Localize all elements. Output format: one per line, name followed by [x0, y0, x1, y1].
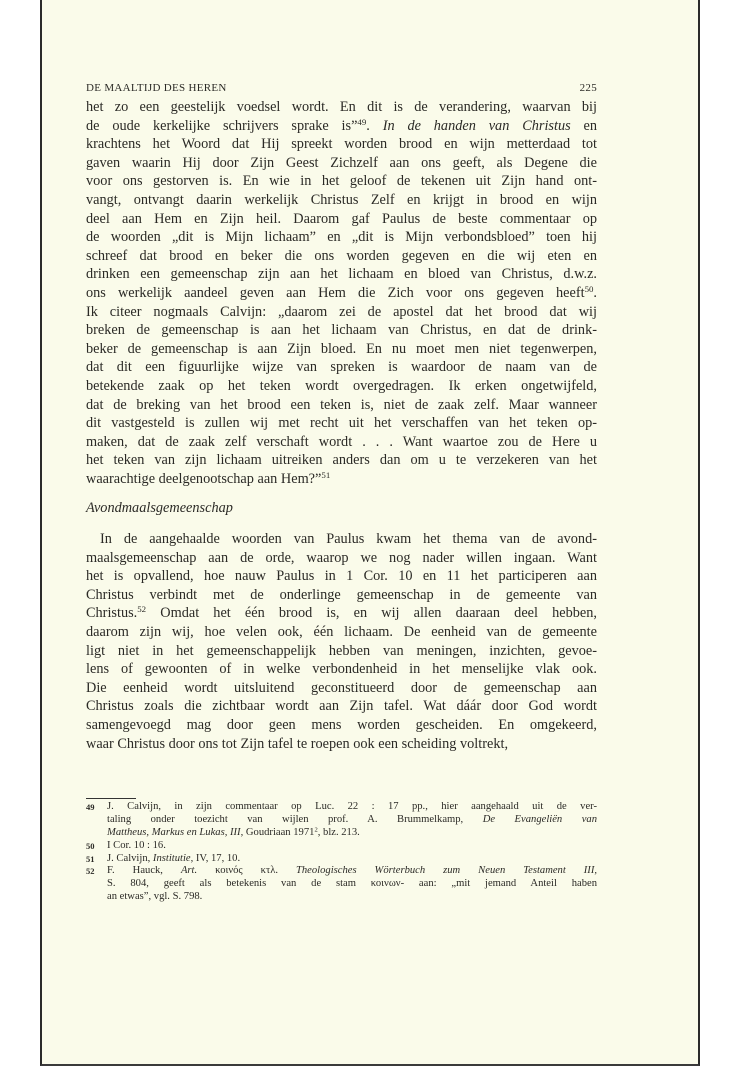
text-run: an etwas”, vgl. S. 798. [107, 891, 203, 903]
text-line [86, 586, 597, 605]
text-run: deel aan Hem en Zijn heil. Daarom gaf Paulus de beste commentaar op [86, 210, 597, 227]
italic-text: Art. [180, 865, 198, 877]
text-line [86, 228, 597, 247]
text-run: ons werkelijk aandeel geven aan Hem die Zich voor ons gegeven heeft [86, 284, 585, 301]
footnote-number: 50 [86, 840, 95, 851]
footnote [86, 865, 597, 904]
text-line [86, 265, 597, 284]
section-heading: Avondmaalsgemeenschap [86, 500, 233, 516]
text-line [86, 396, 597, 415]
text-line [107, 865, 597, 878]
footnote-reference: 51 [321, 470, 331, 480]
text-run: dit vastgesteld is zullen wij met recht uit het verschaffen van het teken op- [86, 415, 597, 432]
text-line [86, 735, 597, 754]
footnote-text [107, 801, 597, 840]
paragraph-2 [86, 530, 597, 753]
text-run: het teken van zijn lichaam uitreiken anders dan om u te verzekeren van het [86, 452, 597, 469]
text-line [86, 660, 597, 679]
text-run: het is opvallend, hoe nauw Paulus in 1 Cor. 10 en 11 het participeren aan [86, 568, 597, 585]
text-run: Die eenheid wordt uitsluitend geconstitueerd door de gemeenschap aan [86, 679, 597, 696]
text-run: Goudriaan 1971 [243, 826, 315, 838]
text-run: de woorden „dit is Mijn lichaam” en „dit is Mijn verbondsbloed” toen hij [86, 229, 597, 246]
text-run: Ik citeer nogmaals Calvijn: „daarom zei de apostel dat het brood dat wij [86, 303, 597, 320]
text-run: en [570, 117, 598, 134]
italic-text: Institutie, [152, 852, 194, 864]
text-line [107, 801, 597, 814]
text-run: beker de gemeenschap is aan Zijn bloed. En nu moet men niet tegenwerpen, [86, 340, 597, 357]
italic-text: Theologisches Wörterbuch zum Neuen Testament III, [295, 865, 597, 877]
text-run: gaven waarin Hij door Zijn Geest Zichzelf aan ons geeft, als Degene die [86, 154, 597, 171]
text-run: I Cor. 10 : 16. [107, 839, 166, 851]
text-run: Omdat het één brood is, en wij allen daaraan deel hebben, [146, 605, 597, 622]
text-line [86, 210, 597, 229]
text-line [86, 321, 597, 340]
text-line [86, 377, 597, 396]
text-line [86, 154, 597, 173]
footnote-reference: 52 [137, 604, 147, 615]
text-run: vangt, ontvangt daarin werkelijk Christus Zelf en krijgt in brood en wijn [86, 191, 597, 208]
text-line [86, 433, 597, 452]
text-run: , blz. 213. [317, 826, 360, 838]
text-line [86, 679, 597, 698]
footnote-number: 51 [86, 853, 95, 864]
text-run: taling onder toezicht van wijlen prof. A. Brummelkamp, [107, 813, 483, 825]
footnote-text [107, 840, 597, 853]
text-run: F. Hauck, [107, 865, 181, 877]
text-run: κοινός κτλ. [197, 865, 296, 877]
footnote [86, 801, 597, 840]
text-line [86, 451, 597, 470]
footnote-text [107, 853, 597, 866]
footnotes [86, 801, 597, 904]
text-run: . [366, 117, 383, 134]
text-run: het zo een geestelijk voedsel wordt. En dit is de verandering, waarvan bij [86, 99, 597, 115]
text-run: waar Christus door ons tot Zijn tafel te roepen ook een scheiding voltrekt, [86, 735, 509, 752]
running-title: DE MAALTIJD DES HEREN [86, 82, 227, 94]
text-line [86, 191, 597, 210]
text-line [86, 530, 597, 549]
text-line [86, 642, 597, 661]
text-run: Christus verbindt met de onderlinge gemeenschap in de gemeente van [86, 586, 597, 603]
text-run: samengevoegd mag door geen mens worden gescheiden. En omgekeerd, [86, 716, 597, 733]
text-line [107, 827, 597, 840]
page-number: 225 [579, 82, 597, 94]
text-line [107, 853, 597, 866]
footnote [86, 853, 597, 866]
text-line [86, 716, 597, 735]
text-run: Christus. [86, 605, 138, 622]
text-line [86, 303, 597, 322]
text-run: lens of gewoonten of in welke verbondenheid in het menselijke vlak ook. [86, 661, 597, 678]
text-line [107, 891, 597, 904]
text-line [86, 284, 597, 303]
text-run: krachtens het Woord dat Hij spreekt worden brood en wijn metterdaad tot [86, 136, 597, 153]
text-run: maalsgemeenschap aan de orde, waarop we nog nader willen ingaan. Want [86, 549, 597, 566]
text-run: S. 804, geeft als betekenis van de stam κοινων- aan: „mit jemand Anteil haben [107, 878, 597, 890]
text-line [86, 98, 597, 117]
text-line [86, 414, 597, 433]
footnote-reference: 50 [584, 284, 594, 295]
text-run: J. Calvijn, [107, 852, 153, 864]
text-run: ligt niet in het gemeenschappelijk hebben van meningen, inzichten, gevoe- [86, 642, 597, 659]
text-line [86, 117, 597, 136]
text-run: dat dit een figuurlijke wijze van spreken is waardoor de naam van de [86, 359, 597, 376]
text-run: waarachtige deelgenootschap aan Hem?” [86, 470, 322, 487]
text-run: dat de breking van het brood een teken is, niet de zaak zelf. Maar wanneer [86, 396, 597, 413]
text-line [86, 470, 597, 489]
text-run: betekende zaak op het teken wordt overgedragen. Ik erken ongetwijfeld, [86, 377, 597, 394]
text-run: maken, dat de zaak zelf verschaft wordt . . . Want waartoe zou de Here u [86, 433, 597, 450]
text-run: daarom zijn wij, hoe velen ook, één lichaam. De eenheid van de gemeente [86, 623, 597, 640]
footnote-number: 52 [86, 866, 95, 877]
text-run: drinken een gemeenschap zijn aan het lichaam en bloed van Christus, d.w.z. [86, 266, 597, 283]
text-line [86, 549, 597, 568]
text-line [107, 878, 597, 891]
text-line [107, 840, 597, 853]
footnote-text [107, 865, 597, 904]
running-head [86, 82, 597, 94]
footnote-number: 49 [86, 802, 95, 812]
text-line [86, 247, 597, 266]
text-line [86, 697, 597, 716]
text-run: breken de gemeenschap is aan het lichaam van Christus, en dat de drink- [86, 322, 597, 339]
text-run: de oude kerkelijke schrijvers sprake is” [86, 117, 358, 134]
italic-text: Mattheus, Markus en Lukas, III, [107, 826, 244, 838]
text-line [86, 172, 597, 191]
text-line [86, 135, 597, 154]
text-run: . [593, 284, 597, 301]
text-line [107, 814, 597, 827]
footnote-reference: 49 [357, 116, 367, 127]
footnote [86, 840, 597, 853]
text-line [86, 340, 597, 359]
text-run: schreef dat brood en beker die ons worden gegeven en die wij eten en [86, 247, 597, 264]
text-run: J. Calvijn, in zijn commentaar op Luc. 22 : 17 pp., hier aangehaald uit de ver- [107, 801, 597, 812]
paragraph-1 [86, 98, 597, 488]
italic-text: In de handen van Christus [382, 117, 571, 134]
text-line [86, 567, 597, 586]
footnote-divider [86, 798, 136, 799]
text-line [86, 358, 597, 377]
footnote-reference: 2 [314, 826, 318, 834]
italic-text: De Evangeliën van [482, 813, 597, 825]
text-run: In de aangehaalde woorden van Paulus kwam het thema van de avond- [100, 531, 597, 547]
text-run: voor ons gestorven is. En wie in het geloof de tekenen uit Zijn hand ont- [86, 173, 597, 190]
text-run: Christus zoals die zichtbaar wordt aan Zijn tafel. Wat dáár door God wordt [86, 698, 597, 715]
text-line [86, 623, 597, 642]
text-run: IV, 17, 10. [193, 852, 241, 864]
text-line [86, 604, 597, 623]
